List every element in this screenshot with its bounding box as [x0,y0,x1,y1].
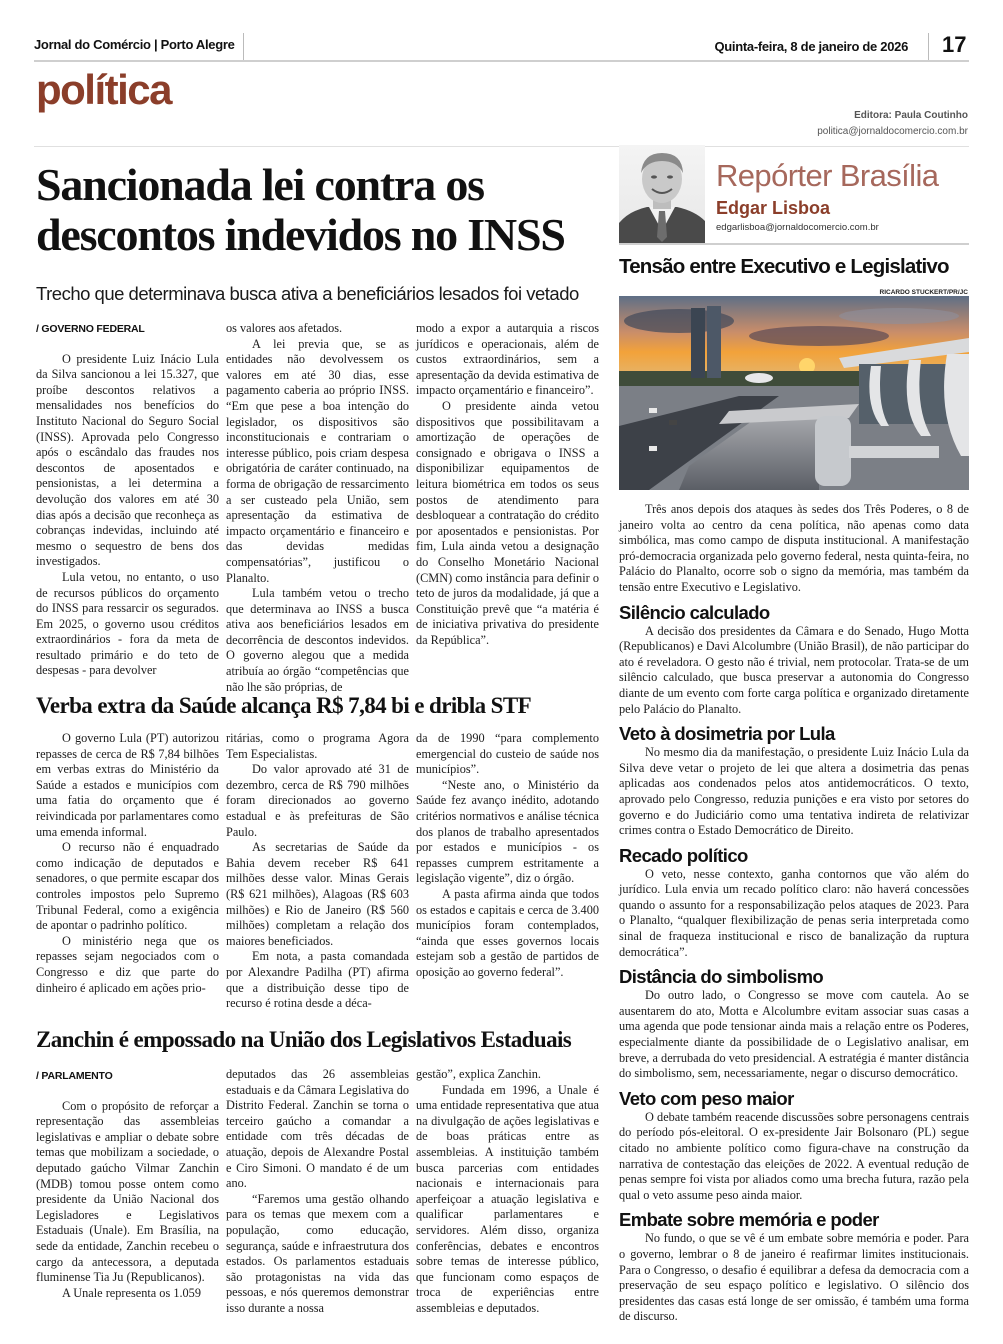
paragraph: ritárias, como o programa Agora Tem Especialistas. [226,731,409,761]
zanchin-column-2 [226,1067,409,1317]
divider [34,60,969,62]
main-subhead: Trecho que determinava busca ativa a beneficiários lesados foi vetado [36,283,579,304]
paragraph: O presidente ainda vetou dispositivos que possibilitavam a amortização de operações de consignado e obrigava o INSS a disponibilizar equipamentos de leitura biométrica em todos os seus postos de atendimento para desbloquear a contratação do crédito por aposentados e pensionistas. Por fim, Lula ainda vetou a designação do Conselho Monetário Nacional (CMN) como instância para definir o teto de juros da modalidade, já que a Constituição prevê que “a matéria é de iniciativa privativa do presidente da República”. [416,398,599,647]
divider [243,33,244,61]
paragraph: Em nota, a pasta comandada por Alexandre Padilha (PT) afirma que a distribuição desse tipo de recurso é rotina desde a déca- [226,949,409,1011]
paragraph: Do valor aprovado até 31 de dezembro, cerca de R$ 790 milhões foram direcionados ao governo estadual e às prefeituras de São Paulo. [226,762,409,839]
main-story-column-3 [416,321,599,648]
divider [619,243,969,245]
paragraph: os valores aos afetados. [226,321,343,335]
zanchin-column-3 [416,1067,599,1317]
paragraph: A lei previa que, se as entidades não devolvessem os valores em até 30 dias, esse pagamento caberia ao próprio INSS. “Em que pese a boa intenção do legislador, os dispositivos são inconstitucionais e contrariam o interesse público, pois criam despesa obrigatória de caráter continuado, na forma de obrigação de ressarcimento a ser custeado pela União, sem apresentação da estimativa de impacto orçamentário e financeiro e das devidas medidas compensatórias”, justificou o Planalto. [226,336,409,585]
column-headline: Tensão entre Executivo e Legislativo [619,255,949,278]
story-tag: / GOVERNO FEDERAL [36,323,145,335]
paragraph: O ministério nega que os repasses sejam negociados com o Congresso e diz que parte do dinheiro é aplicado em ações prio- [36,933,219,995]
subsection-heading: Silêncio calculado [619,601,770,623]
page-number: 17 [942,32,967,57]
paragraph: gestão”, explica Zanchin. [416,1067,541,1081]
paragraph: “Neste ano, o Ministério da Saúde fez avanço inédito, adotando critérios normativos e análise técnica dos planos de trabalho apresentados por estados e municípios - os repasses cumprem estritamente a legislação vigente”, diz o órgão. [416,777,599,886]
author-avatar [619,145,705,243]
author-portrait-icon [619,145,705,243]
author-email-link[interactable]: edgarlisboa@jornaldocomercio.com.br [716,222,879,233]
column-title: Repórter Brasília [716,158,939,193]
planalto-photo [619,296,969,490]
zanchin-headline: Zanchin é empossado na União dos Legislativos Estaduais [36,1027,572,1052]
paragraph: As secretarias de Saúde da Bahia devem receber R$ 641 milhões desse valor. Minas Gerais (R$ 621 milhões), Alagoas (R$ 603 milhões) e Rio de Janeiro (R$ 560 milhões) completam a relação dos maiores beneficiados. [226,840,409,948]
paragraph: “Faremos uma gestão olhando para os temas que mexem com a população, como educação, segurança, saúde e infraestrutura dos estados. Os parlamentos estaduais são protagonistas na vida das pessoas, e nós queremos demonstrar isso durante a nossa [226,1191,409,1315]
paragraph: Lula vetou, no entanto, o uso de recursos públicos do orçamento do INSS para ressarcir os segurados. Em 2025, o governo usou créditos extraordinários - fora da meta de resultado primário e do teto de despesas - para devolver [36,569,219,678]
photo-credit: RICARDO STUCKERT/PR/JC [879,289,968,296]
paragraph: O governo Lula (PT) autorizou repasses de cerca de R$ 7,84 bilhões em verbas extras do Ministério da Saúde a estados e municípios com uma fatia do orçamento que é reivindicada por parlamentares como uma emenda informal. [36,731,219,839]
saude-column-3 [416,731,599,981]
paragraph: O presidente Luiz Inácio Lula da Silva sancionou a lei 15.327, que proíbe descontos relativos a mensalidades nos benefícios do Instituto Nacional do Seguro Social (INSS). Aprovada pelo Congresso após o escândalo das fraudes nos descontos de aposentados e pensionistas, a lei determina a devolução dos valores em até 30 dias após a decisão que reconheça as cobranças indevidas, incluindo até mesmo o sequestro de bens dos investigados. [36,351,219,569]
subsection-heading: Distância do simbolismo [619,966,824,988]
paragraph: deputados das 26 assembleias estaduais e da Câmara Legislativa do Distrito Federal. Zanchin se torna o terceiro gaúcho a comandar a entidade com três décadas de atuação, depois de Alexandre Postal e Ciro Simoni. O mandato é de um ano. [226,1067,409,1191]
editor-credit: Editora: Paula Coutinho [854,110,968,121]
paragraph: modo a expor a autarquia a riscos jurídicos e operacionais, além de custos extraordinários, sem a apresentação da devida estimativa de impacto orçamentário e financeiro”. [416,321,599,398]
paragraph: O recurso não é enquadrado como indicação de deputados e senadores, o que permite escapar dos controles impostos pelo Supremo Tribunal Federal, como a exigência de apontar o padrinho político. [36,840,219,933]
subsection-heading: Veto à dosimetria por Lula [619,723,835,745]
brasilia-landscape-image [619,296,969,490]
paragraph: Do outro lado, o Congresso se move com cautela. Ao se ausentarem do ato, Motta e Alcolumbre evitam associar suas casas a uma agenda que pode tensionar ainda mais a relação entre os Poderes, especialmente diante da possibilidade de o Legislativo analisar, em breve, a derrubada do veto presidencial. A estratégia é manter distância do simbolismo, sem, necessariamente, negar o discurso democrático. [619,988,969,1081]
subsection-heading: Embate sobre memória e poder [619,1209,879,1231]
publication-name: Jornal do Comércio | Porto Alegre [34,37,235,52]
paragraph: A decisão dos presidentes da Câmara e do Senado, Hugo Motta (Republicanos) e Davi Alcolumbre (União Brasil), de não participar do ato é reveladora. O gesto não é trivial, nem protocolar. Trata-se de um silêncio calculado, que busca preservar a autonomia do Congresso diante de um evento com forte carga política e organizado diretamente pelo Palácio do Planalto. [619,623,969,716]
subsection-heading: Veto com peso maior [619,1087,794,1109]
paragraph: Fundada em 1996, a Unale é uma entidade representativa que atua na divulgação de ações legislativas e de boas práticas entre as assembleias. A instituição também busca parcerias com entidades nacionais e internacionais para aperfeiçoar a atuação legislativa e qualificar parlamentares e servidores. Além disso, organiza conferências, debates e encontros sobre temas de interesse público, que funcionam como espaços de troca de experiências entre assembleias e deputados. [416,1082,599,1315]
main-story-column-2 [226,321,409,695]
saude-column-2 [226,731,409,1012]
saude-column-1 [36,731,219,996]
main-story-column-1 [36,322,219,679]
paragraph: da de 1990 “para complemento emergencial do custeio de saúde nos municípios”. [416,731,599,777]
story-tag: / PARLAMENTO [36,1070,113,1082]
issue-date: Quinta-feira, 8 de janeiro de 2026 [714,39,908,54]
paragraph: Lula também vetou o trecho que determinava ao INSS a busca ativa aos beneficiários lesados em decorrência de descontos indevidos. O governo alegou que a medida atribuía ao órgão “competências que não lhe são próprias, de [226,586,409,694]
divider [928,33,929,61]
paragraph: A pasta afirma ainda que todos os estados e capitais e cerca de 3.400 municípios foram contemplados, “ainda que esses governos locais estejam sob a gestão de partidos de oposição ao governo federal”. [416,886,599,979]
column-intro: Três anos depois dos ataques às sedes dos Três Poderes, o 8 de janeiro volta ao centro da cena política, não apenas como data simbólica, mas como campo de disputa institucional. A manifestação pró-democracia organizada pelo governo federal, nesta quinta-feira, no Palácio do Planalto, ocorre sob o signo da memória, mas também da tensão entre Executivo e Legislativo. [619,502,969,594]
editor-email-link[interactable]: politica@jornaldocomercio.com.br [817,126,968,137]
paragraph: O debate também reacende discussões sobre personagens centrais do período pós-eleitoral. O ex-presidente Jair Bolsonaro (PL) segue citado no ambiente político como figura-chave na construção da narrativa de contestação das eleições de 2022. A eventual redução de penas sempre foi vista por aliados como uma brecha futura, razão pela qual o veto assume peso ainda maior. [619,1109,969,1202]
zanchin-column-1 [36,1069,219,1301]
subsection-heading: Recado político [619,844,748,866]
paragraph: O veto, nesse contexto, ganha contornos que vão além do jurídico. Lula envia um recado político claro: não haverá concessões quando o assunto for a responsabilização pelos ataques de 2023. Para o Planalto, “qualquer flexibilização de penas seria interpretada como sinal de fraqueza institucional e risco de banalização da ruptura democrática”. [619,866,969,959]
paragraph: No fundo, o que se vê é um embate sobre memória e poder. Para o governo, lembrar o 8 de janeiro é reafirmar limites institucionais. Para o Congresso, o desafio é equilibrar a defesa da democracia com a preservação de seu espaço político e legislativo. O silêncio dos presidentes das casas está longe de ser omissão, é também uma forma de discurso. [619,1231,969,1324]
saude-headline: Verba extra da Saúde alcança R$ 7,84 bi e dribla STF [36,693,532,718]
section-title: política [36,66,172,113]
paragraph: A Unale representa os 1.059 [62,1285,201,1300]
column-body [619,502,969,1325]
main-headline: Sancionada lei contra os descontos indevidos no INSS [36,159,565,260]
paragraph: Com o propósito de reforçar a representação das assembleias legislativas e ampliar o debate sobre temas que mobilizam a sociedade, o deputado gaúcho Vilmar Zanchin (MDB) tomou posse ontem como presidente da União Nacional dos Legisladores e Legislativos Estaduais (Unale). Em Brasília, na sede da entidade, Zanchin recebeu o cargo da antecessora, a deputada fluminense Tia Ju (Republicanos). [36,1098,219,1285]
column-author: Edgar Lisboa [716,198,831,218]
paragraph: No mesmo dia da manifestação, o presidente Luiz Inácio Lula da Silva deve vetar o projeto de lei que altera a dosimetria das penas aplicadas aos condenados pelos atos antidemocráticos. O texto, aprovado pelo Congresso, reduzia punições e era visto por setores do governo e do Judiciário como uma tentativa indireta de relativizar crimes contra o Estado Democrático de Direito. [619,745,969,838]
divider [34,146,969,147]
